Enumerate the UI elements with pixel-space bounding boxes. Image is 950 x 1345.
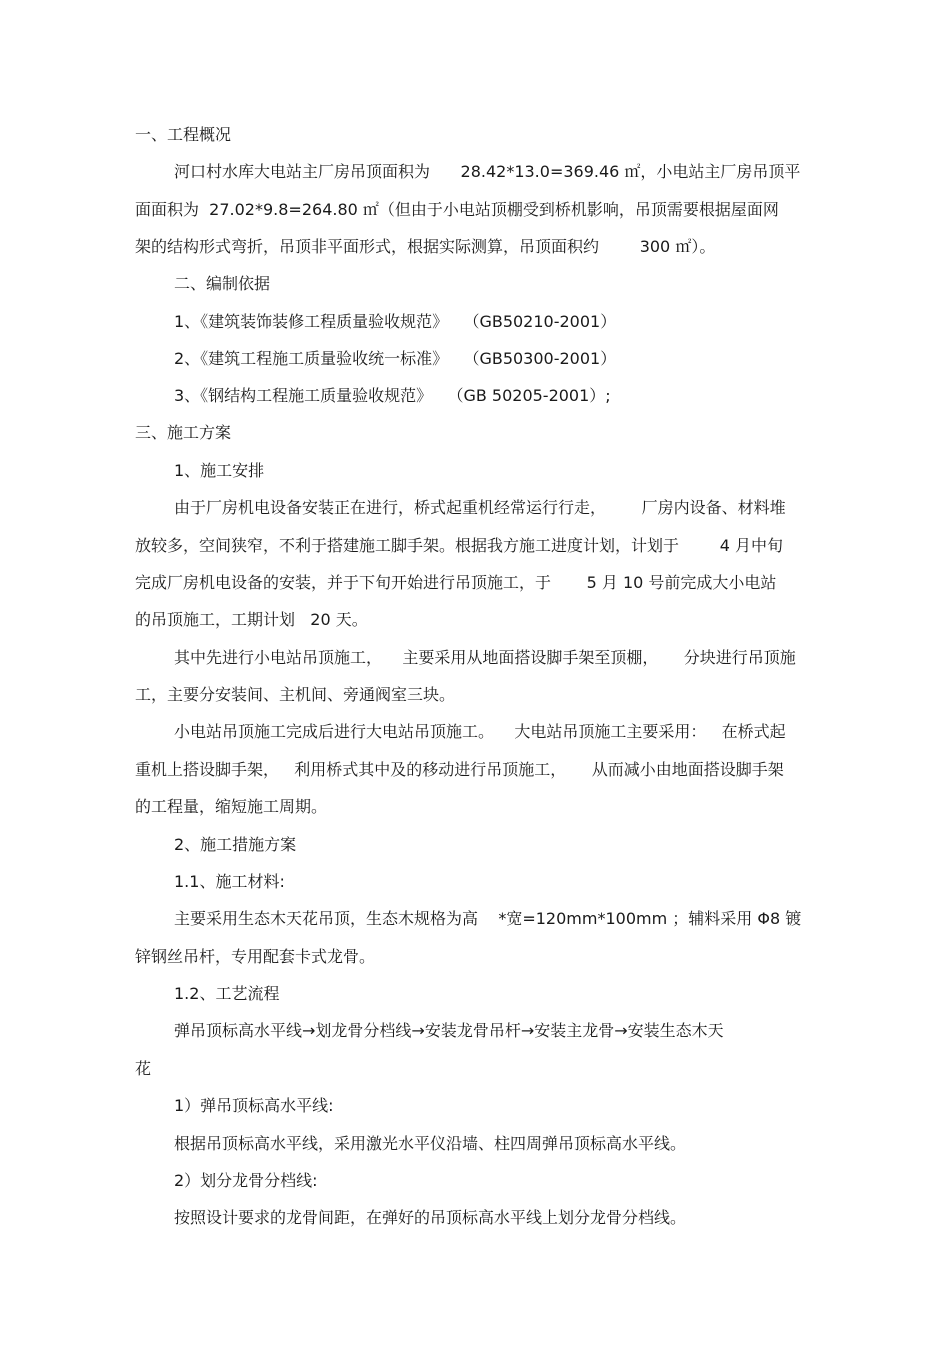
section-heading-basis: 二、编制依据 [174, 274, 271, 293]
section-heading-plan: 三、施工方案 [135, 423, 232, 442]
paragraph-line: 小电站吊顶施工完成后进行大电站吊顶施工。 大电站吊顶施工主要采用： 在桥式起 [174, 722, 786, 741]
process-flow-line: 花 [135, 1059, 152, 1078]
paragraph-line: 重机上搭设脚手架， 利用桥式其中及的移动进行吊顶施工， 从而减小由地面搭设脚手架 [135, 760, 784, 779]
paragraph-line: 河口村水库大电站主厂房吊顶面积为 28.42*13.0=369.46 ㎡，小电站主厂房吊顶平 [174, 162, 801, 181]
subheading: 1.2、工艺流程 [174, 984, 280, 1003]
paragraph-line: 工，主要分安装间、主机间、旁通阀室三块。 [135, 685, 456, 704]
paragraph-line: 由于厂房机电设备安装正在进行，桥式起重机经常运行行走， 厂房内设备、材料堆 [174, 498, 786, 517]
paragraph-line: 完成厂房机电设备的安装，并于下旬开始进行吊顶施工，于 5 月 10 号前完成大小电站 [135, 573, 777, 592]
reference-item: 3、《钢结构工程施工质量验收规范》 （GB 50205-2001）; [174, 386, 611, 405]
paragraph-line: 根据吊顶标高水平线，采用激光水平仪沿墙、柱四周弹吊顶标高水平线。 [174, 1134, 687, 1153]
subheading: 1、施工安排 [174, 461, 265, 480]
subheading: 2、施工措施方案 [174, 835, 297, 854]
paragraph-line: 锌钢丝吊杆，专用配套卡式龙骨。 [135, 947, 376, 966]
process-flow-line: 弹吊顶标高水平线→划龙骨分档线→安装龙骨吊杆→安装主龙骨→安装生态木天 [174, 1021, 724, 1040]
paragraph-line: 按照设计要求的龙骨间距，在弹好的吊顶标高水平线上划分龙骨分档线。 [174, 1208, 687, 1227]
paragraph-line: 其中先进行小电站吊顶施工， 主要采用从地面搭设脚手架至顶棚， 分块进行吊顶施 [174, 648, 796, 667]
step-heading: 2）划分龙骨分档线: [174, 1171, 318, 1190]
reference-item: 2、《建筑工程施工质量验收统一标准》 （GB50300-2001） [174, 349, 617, 368]
paragraph-line: 的工程量，缩短施工周期。 [135, 797, 328, 816]
paragraph-line: 架的结构形式弯折，吊顶非平面形式，根据实际测算，吊顶面积约 300 ㎡）。 [135, 237, 716, 256]
section-heading-overview: 一、工程概况 [135, 125, 232, 144]
subheading: 1.1、施工材料: [174, 872, 285, 891]
paragraph-line: 主要采用生态木天花吊顶，生态木规格为高 *宽=120mm*100mm ；辅料采用 Φ8 镀 [174, 909, 802, 928]
paragraph-line: 的吊顶施工，工期计划 20 天。 [135, 610, 368, 629]
paragraph-line: 面面积为 27.02*9.8=264.80 ㎡（但由于小电站顶棚受到桥机影响，吊顶需要根据屋面网 [135, 200, 779, 219]
step-heading: 1）弹吊顶标高水平线: [174, 1096, 334, 1115]
paragraph-line: 放较多，空间狭窄，不利于搭建施工脚手架。根据我方施工进度计划，计划于 4 月中旬 [135, 536, 783, 555]
reference-item: 1、《建筑装饰装修工程质量验收规范》 （GB50210-2001） [174, 312, 617, 331]
